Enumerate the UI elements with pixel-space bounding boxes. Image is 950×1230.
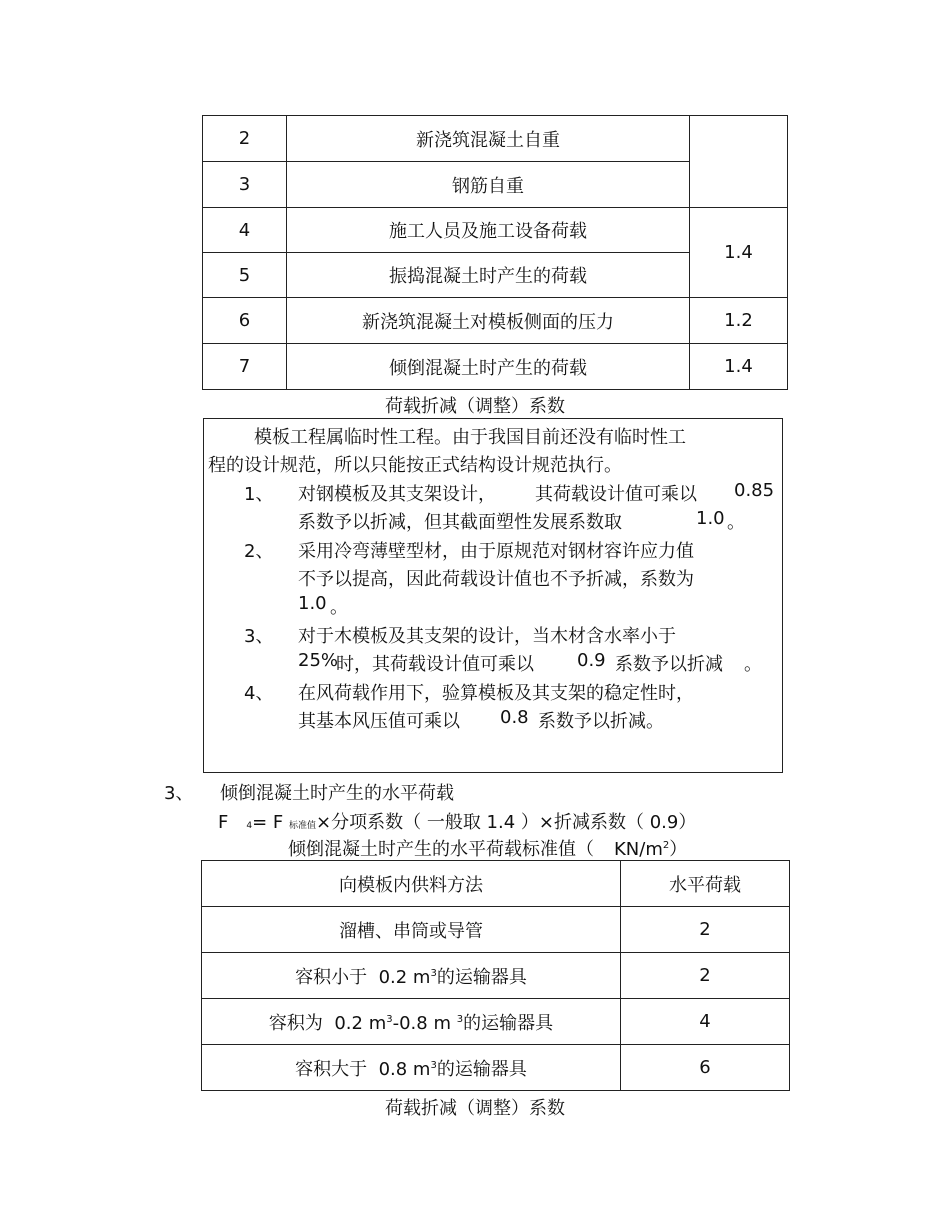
item-value: 0.9	[577, 650, 606, 671]
load-item: 振捣混凝土时产生的荷载	[287, 253, 690, 298]
horizontal-load: 4	[621, 999, 790, 1045]
item-text: 系数予以折减，但其截面塑性发展系数取	[298, 512, 622, 533]
horizontal-load: 2	[621, 907, 790, 953]
intro-line: 模板工程属临时性工程。由于我国目前还没有临时性工	[254, 427, 686, 448]
load-factor: 1.4	[690, 208, 788, 298]
cubic-superscript: 3	[430, 1059, 437, 1071]
table-title	[288, 835, 687, 861]
item-text: 不予以提高，因此荷载设计值也不予折减，系数为	[298, 569, 694, 590]
table-row	[202, 1045, 790, 1091]
item-text: 系数予以折减	[615, 654, 723, 675]
factor-cell-empty	[690, 116, 788, 208]
column-header: 水平荷载	[621, 861, 790, 907]
table-caption: 荷载折减（调整）系数	[385, 396, 565, 417]
section-number: 3、	[164, 783, 194, 804]
item-text: 采用冷弯薄壁型材，由于原规范对钢材容许应力值	[298, 541, 694, 562]
formula-f: F	[218, 812, 229, 833]
row-number: 7	[203, 344, 287, 390]
item-value: 1.0	[298, 593, 327, 614]
load-item: 新浇筑混凝土自重	[287, 116, 690, 162]
item-text: 对于木模板及其支架的设计，当木材含水率小于	[298, 626, 676, 647]
item-text: 在风荷载作用下，验算模板及其支架的稳定性时，	[298, 683, 694, 704]
row-number: 6	[203, 298, 287, 344]
row-number: 5	[203, 253, 287, 298]
table-row	[202, 907, 790, 953]
table-row	[202, 953, 790, 999]
item-number: 4、	[244, 683, 274, 704]
supply-method	[202, 999, 621, 1045]
item-text: 。	[727, 512, 745, 533]
method-text: 的运输器具	[463, 1012, 554, 1034]
formula-eq: = F	[252, 812, 284, 833]
table-title-text: 倾倒混凝土时产生的水平荷载标准值（	[288, 839, 594, 860]
item-value: 1.0	[696, 508, 725, 529]
item-text: 。	[744, 654, 762, 675]
supply-method	[202, 953, 621, 999]
row-number: 2	[203, 116, 287, 162]
horizontal-load: 6	[621, 1045, 790, 1091]
item-text: 时，其荷载设计值可乘以	[336, 654, 534, 675]
method-text: 容积大于 0.8 m	[295, 1058, 431, 1080]
load-factor-table	[202, 115, 788, 390]
item-number: 1、	[244, 484, 274, 505]
method-text: 容积小于 0.2 m	[295, 966, 431, 988]
formula-standard-value: 标准值	[289, 821, 317, 831]
table-title-close: ）	[669, 839, 688, 860]
cubic-superscript: 3	[430, 967, 437, 979]
item-text: 其荷载设计值可乘以	[535, 484, 697, 505]
load-item: 新浇筑混凝土对模板侧面的压力	[287, 298, 690, 344]
horizontal-load: 2	[621, 953, 790, 999]
load-item: 钢筋自重	[287, 162, 690, 208]
formula-rest: ×分项系数（ 一般取 1.4 ）×折减系数（ 0.9）	[316, 812, 697, 833]
item-value: 0.85	[734, 480, 775, 501]
table-header-row	[202, 861, 790, 907]
formula-subscript: 4	[246, 821, 253, 831]
load-factor: 1.4	[690, 344, 788, 390]
item-text: 。	[330, 597, 348, 618]
method-text: 的运输器具	[436, 1058, 527, 1080]
cubic-superscript: 3	[456, 1013, 464, 1025]
table-row	[203, 298, 788, 344]
item-text: 系数予以折减。	[538, 711, 664, 732]
method-text: 容积为 0.2 m	[268, 1012, 387, 1034]
load-item: 施工人员及施工设备荷载	[287, 208, 690, 253]
row-number: 4	[203, 208, 287, 253]
cubic-superscript: 3	[386, 1013, 393, 1025]
table-row	[202, 999, 790, 1045]
table-row	[203, 208, 788, 253]
method-text: -0.8 m	[392, 1012, 457, 1034]
load-item: 倾倒混凝土时产生的荷载	[287, 344, 690, 390]
item-text: 对钢模板及其支架设计，	[298, 484, 496, 505]
item-number: 3、	[244, 626, 274, 647]
table-caption: 荷载折减（调整）系数	[385, 1098, 565, 1119]
method-text: 的运输器具	[436, 966, 527, 988]
row-number: 3	[203, 162, 287, 208]
supply-method	[202, 1045, 621, 1091]
item-value: 25%	[298, 650, 339, 671]
item-text: 其基本风压值可乘以	[298, 711, 460, 732]
load-factor: 1.2	[690, 298, 788, 344]
intro-line: 程的设计规范，所以只能按正式结构设计规范执行。	[208, 455, 622, 476]
unit-superscript: 2	[662, 840, 670, 851]
column-header: 向模板内供料方法	[202, 861, 621, 907]
unit: KN/m	[614, 839, 663, 860]
table-row	[203, 116, 788, 162]
formula	[218, 808, 696, 834]
item-value: 0.8	[500, 707, 529, 728]
horizontal-load-table	[201, 860, 790, 1091]
section-title: 倾倒混凝土时产生的水平荷载	[220, 783, 454, 804]
item-number: 2、	[244, 541, 274, 562]
supply-method: 溜槽、串筒或导管	[202, 907, 621, 953]
table-row	[203, 344, 788, 390]
